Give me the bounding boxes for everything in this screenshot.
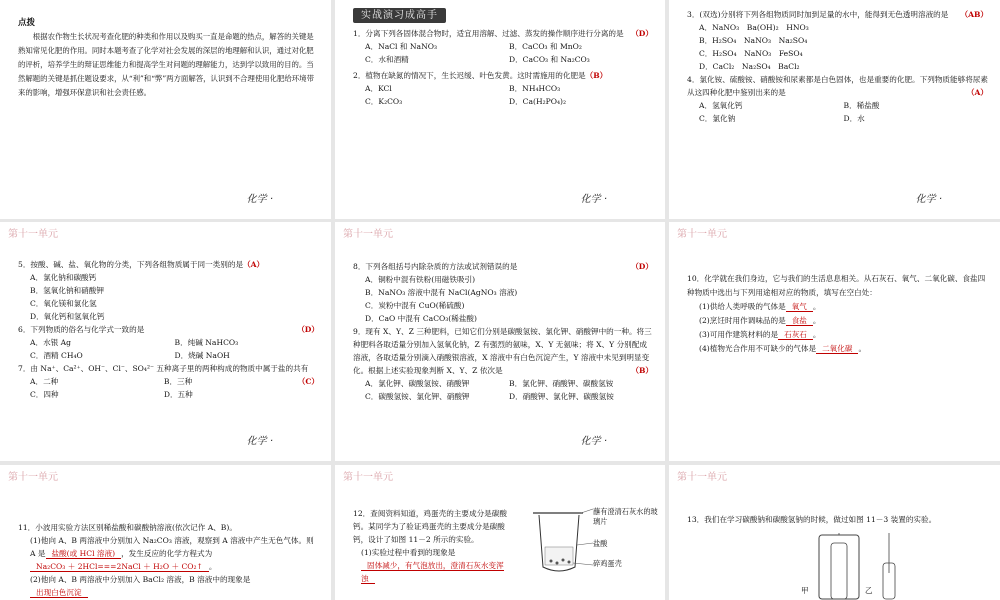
fill-answer: 石灰石 [778, 330, 813, 340]
answer-4: （A） [966, 88, 988, 97]
question-10: 10．化学就在我们身边，它与我们的生活息息相关。从石灰石、氧气、二氧化碳、食盐四种物质中选出与下列用途相对应的物质，填写在空白处： [687, 274, 986, 297]
option: B．NaNO₃ 溶液中混有 NaCl(AgNO₃ 溶液) [365, 288, 518, 297]
option: D．CaO 中混有 CaCO₃(稀盐酸) [365, 314, 477, 323]
fill-answer: 二氧化碳 [816, 344, 858, 354]
question-2: 2．植物在缺氮的情况下，生长迟缓、叶色发黄。这时需施用的化肥是 [353, 71, 586, 80]
option: B．H₂SO₄ NaNO₃ Na₂SO₄ [699, 36, 808, 45]
slide-footer: 化学 · [246, 436, 273, 447]
option: D．五种 [163, 390, 193, 399]
answer-5: （A） [243, 260, 265, 269]
option: B．NH₄HCO₃ [509, 84, 561, 93]
question-9: 9．现有 X、Y、Z 三种肥料，已知它们分别是碳酸氢铵、氯化钾、硝酸钾中的一种。将三种肥料各取适量分别加入氢氧化钠，Z 有强烈的氨味，X、Y 无氨味；将 X、Y 分别配成溶液，各取适量分别滴入硝酸银溶液，X 溶液中有白色沉淀产生，Y 溶液中未见到明显变化。根据上述实验现象判断 X、Y、Z 依次是 [353, 327, 652, 375]
question-3: 3．(双选)分别将下列各组物质同时加到足量的水中，能得到无色透明溶液的是 [687, 10, 949, 19]
answer-1: （D） [631, 29, 653, 38]
option: C．K₂CO₃ [365, 97, 403, 106]
question-6: 6．下列物质的俗名与化学式一致的是 [18, 325, 145, 334]
option: C．水和酒精 [365, 55, 409, 64]
answer-9: （B） [631, 366, 653, 375]
label-glass: 蘸有澄清石灰水的玻璃片 [593, 507, 658, 526]
answer-11-1: 盐酸(或 HCl 溶液) [46, 549, 122, 559]
slide-footer: 化学 · [915, 194, 942, 205]
fill-answer: 食盐 [786, 316, 813, 326]
answer-8: （D） [631, 262, 653, 271]
option: D．烧碱 NaOH [174, 351, 230, 360]
answer-7: （C） [297, 377, 319, 386]
fill-item: (1)供给人类呼吸的气体是 氧气 。 [699, 302, 821, 311]
question-7: 7．由 Na⁺、Ca²⁺、OH⁻、Cl⁻、SO₄²⁻ 五种离子里的两种构成的物质中属于盐的共有 [18, 364, 309, 373]
label-acid: 盐酸 [593, 539, 608, 548]
option: A．氯化钠和碳酸钙 [30, 273, 97, 282]
option: A．铜粉中混有铁粉(用磁铁吸引) [365, 275, 476, 284]
option: A．氢氧化钙 [699, 101, 743, 110]
option: C．酒精 CH₄O [30, 351, 83, 360]
option: C．氯化钠 [699, 114, 736, 123]
question-13: 13．我们在学习碳酸钠和碳酸氢钠的时候，做过如图 11－3 装置的实验。 [687, 515, 937, 524]
slide-3 [669, 0, 1000, 219]
fill-item: (3)可用作建筑材料的是 石灰石 。 [699, 330, 821, 339]
option: C．碳酸氢铵、氯化钾、硝酸钾 [365, 392, 470, 401]
option: C．炭粉中混有 CuO(稀硫酸) [365, 301, 465, 310]
question-1: 1．分离下列各固体混合物时，适宜用溶解、过滤、蒸发的操作顺序进行分离的是 [353, 29, 624, 38]
unit-label: 第十一单元 [8, 229, 58, 240]
unit-label: 第十一单元 [677, 229, 727, 240]
answer-3: （AB） [960, 10, 988, 19]
unit-label: 第十一单元 [677, 472, 727, 483]
slide-1 [0, 0, 331, 219]
option: C．四种 [30, 390, 59, 399]
slide-4 [0, 222, 331, 461]
tip-heading: 点拨 [18, 18, 36, 28]
fill-item: (2)烹饪时用作调味品的是 食盐 。 [699, 316, 821, 325]
slide-2 [335, 0, 665, 219]
option: D．水 [843, 114, 865, 123]
answer-12-1: 固体减少，有气泡放出，澄清石灰水变浑浊 [361, 561, 504, 583]
slide-6 [669, 222, 1000, 461]
slide-footer: 化学 · [580, 194, 607, 205]
answer-11-2: 出现白色沉淀 [30, 588, 88, 598]
answer-6: （D） [297, 325, 319, 334]
equation: Na₂CO₃ ＋ 2HCl===2NaCl ＋ H₂O ＋ CO₂↑ [30, 562, 209, 572]
option: D．硝酸钾、氯化钾、碳酸氢铵 [509, 392, 614, 401]
slide-footer: 化学 · [246, 194, 273, 205]
label-jia: 甲 [801, 586, 809, 595]
option: D．氧化钙和氢氧化钙 [30, 312, 105, 321]
question-12: 12．查阅资料知道，鸡蛋壳的主要成分是碳酸钙。某同学为了验证鸡蛋壳的主要成分是碳酸钙，设计了如图 11－2 所示的实验。 [353, 509, 507, 544]
apparatus-diagram [799, 533, 919, 600]
practice-banner: 实战演习成高手 [353, 8, 446, 23]
option: D．CaCO₃ 和 Na₂CO₃ [509, 55, 590, 64]
slide-8: 第十一单元 12．查阅资料知道，鸡蛋壳的主要成分是碳酸钙。某同学为了验证鸡蛋壳的主要成分是碳酸钙，设计了如图 11－2 所示的实验。 (1)实验过程中看到的现象是 固体减少，有气泡放出，澄清石灰水变浑浊 蘸有澄清石灰水的玻璃片 盐酸 碎鸡蛋壳 [335, 465, 665, 600]
label-shell: 碎鸡蛋壳 [593, 559, 622, 568]
fill-item: (4)植物光合作用不可缺少的气体是 二氧化碳 。 [699, 344, 867, 353]
option: B．纯碱 NaHCO₃ [174, 338, 239, 347]
option: B．稀盐酸 [843, 101, 880, 110]
option: B．氢氧化钠和硝酸钾 [30, 286, 104, 295]
slide-9 [669, 465, 1000, 600]
tip-body: 根据农作物生长状况考查化肥的种类和作用以及购买一直是命题的热点，解答的关键是熟知常见化肥的作用。同时本题考查了化学对社会发展的深层的地理解和认识，通过对化肥的评析，培养学生的辩证思维能力和提高学生对问题的理解能力，达到学以致用的目的。当然解题的关键是抓住题设要求，从“利”和“弊”两方面解答，认识到不合理使用化肥给环境带来的影响，增强环保意识和社会责任感。 [18, 32, 314, 97]
slide-footer: 化学 · [580, 436, 607, 447]
option: C．H₂SO₄ NaNO₃ FeSO₄ [699, 49, 803, 58]
unit-label: 第十一单元 [8, 472, 58, 483]
option: C．氧化镁和氯化氢 [30, 299, 97, 308]
answer-2: （B） [585, 71, 608, 80]
option: B．CaCO₃ 和 MnO₂ [509, 42, 582, 51]
unit-label: 第十一单元 [343, 229, 393, 240]
option: D．Ca(H₂PO₄)₂ [509, 97, 567, 106]
option: B．三种 [163, 377, 193, 386]
question-11: 11．小波用实验方法区别稀盐酸和碳酸钠溶液(依次记作 A、B)。 [18, 523, 237, 532]
option: A．氯化钾、碳酸氢铵、硝酸钾 [365, 379, 470, 388]
label-yi: 乙 [865, 586, 873, 595]
option: A．KCl [365, 84, 392, 93]
option: D．CaCl₂ Na₂SO₄ BaCl₂ [699, 62, 800, 71]
option: A．NaCl 和 NaNO₃ [365, 42, 437, 51]
question-8: 8．下列各组括号内除杂质的方法或试剂错误的是 [353, 262, 518, 271]
option: A．NaNO₃ Ba(OH)₂ HNO₃ [699, 23, 809, 32]
option: A．二种 [30, 377, 59, 386]
unit-label: 第十一单元 [343, 472, 393, 483]
option: A．水银 Ag [30, 338, 72, 347]
question-5: 5．按酸、碱、盐、氧化物的分类，下列各组物质属于同一类别的是 [18, 260, 244, 269]
question-4: 4．氯化铵、硫酸铵、硝酸铵和尿素都是白色固体，也是重要的化肥。下列物质能够将尿素从这四种化肥中鉴别出来的是 [687, 75, 988, 97]
slide-5 [335, 222, 665, 461]
fill-answer: 氧气 [786, 302, 813, 312]
slide-7: 第十一单元 11．小波用实验方法区别稀盐酸和碳酸钠溶液(依次记作 A、B)。 (1)他向 A、B 两溶液中分别加入 Na₂CO₃ 溶液，观察到 A 溶液中产生无色气体。则 A 是 盐酸(或 HCl 溶液) ，发生反应的化学方程式为 Na₂CO₃ ＋ 2HCl===2NaCl ＋ H₂O ＋ CO₂↑ 。 (2)他向 A、B 两溶液中分别加入 BaCl₂ 溶液，B 溶液中的现象是 出现白色沉淀 [0, 465, 331, 600]
option: B．氯化钾、硝酸钾、碳酸氢铵 [509, 379, 614, 388]
